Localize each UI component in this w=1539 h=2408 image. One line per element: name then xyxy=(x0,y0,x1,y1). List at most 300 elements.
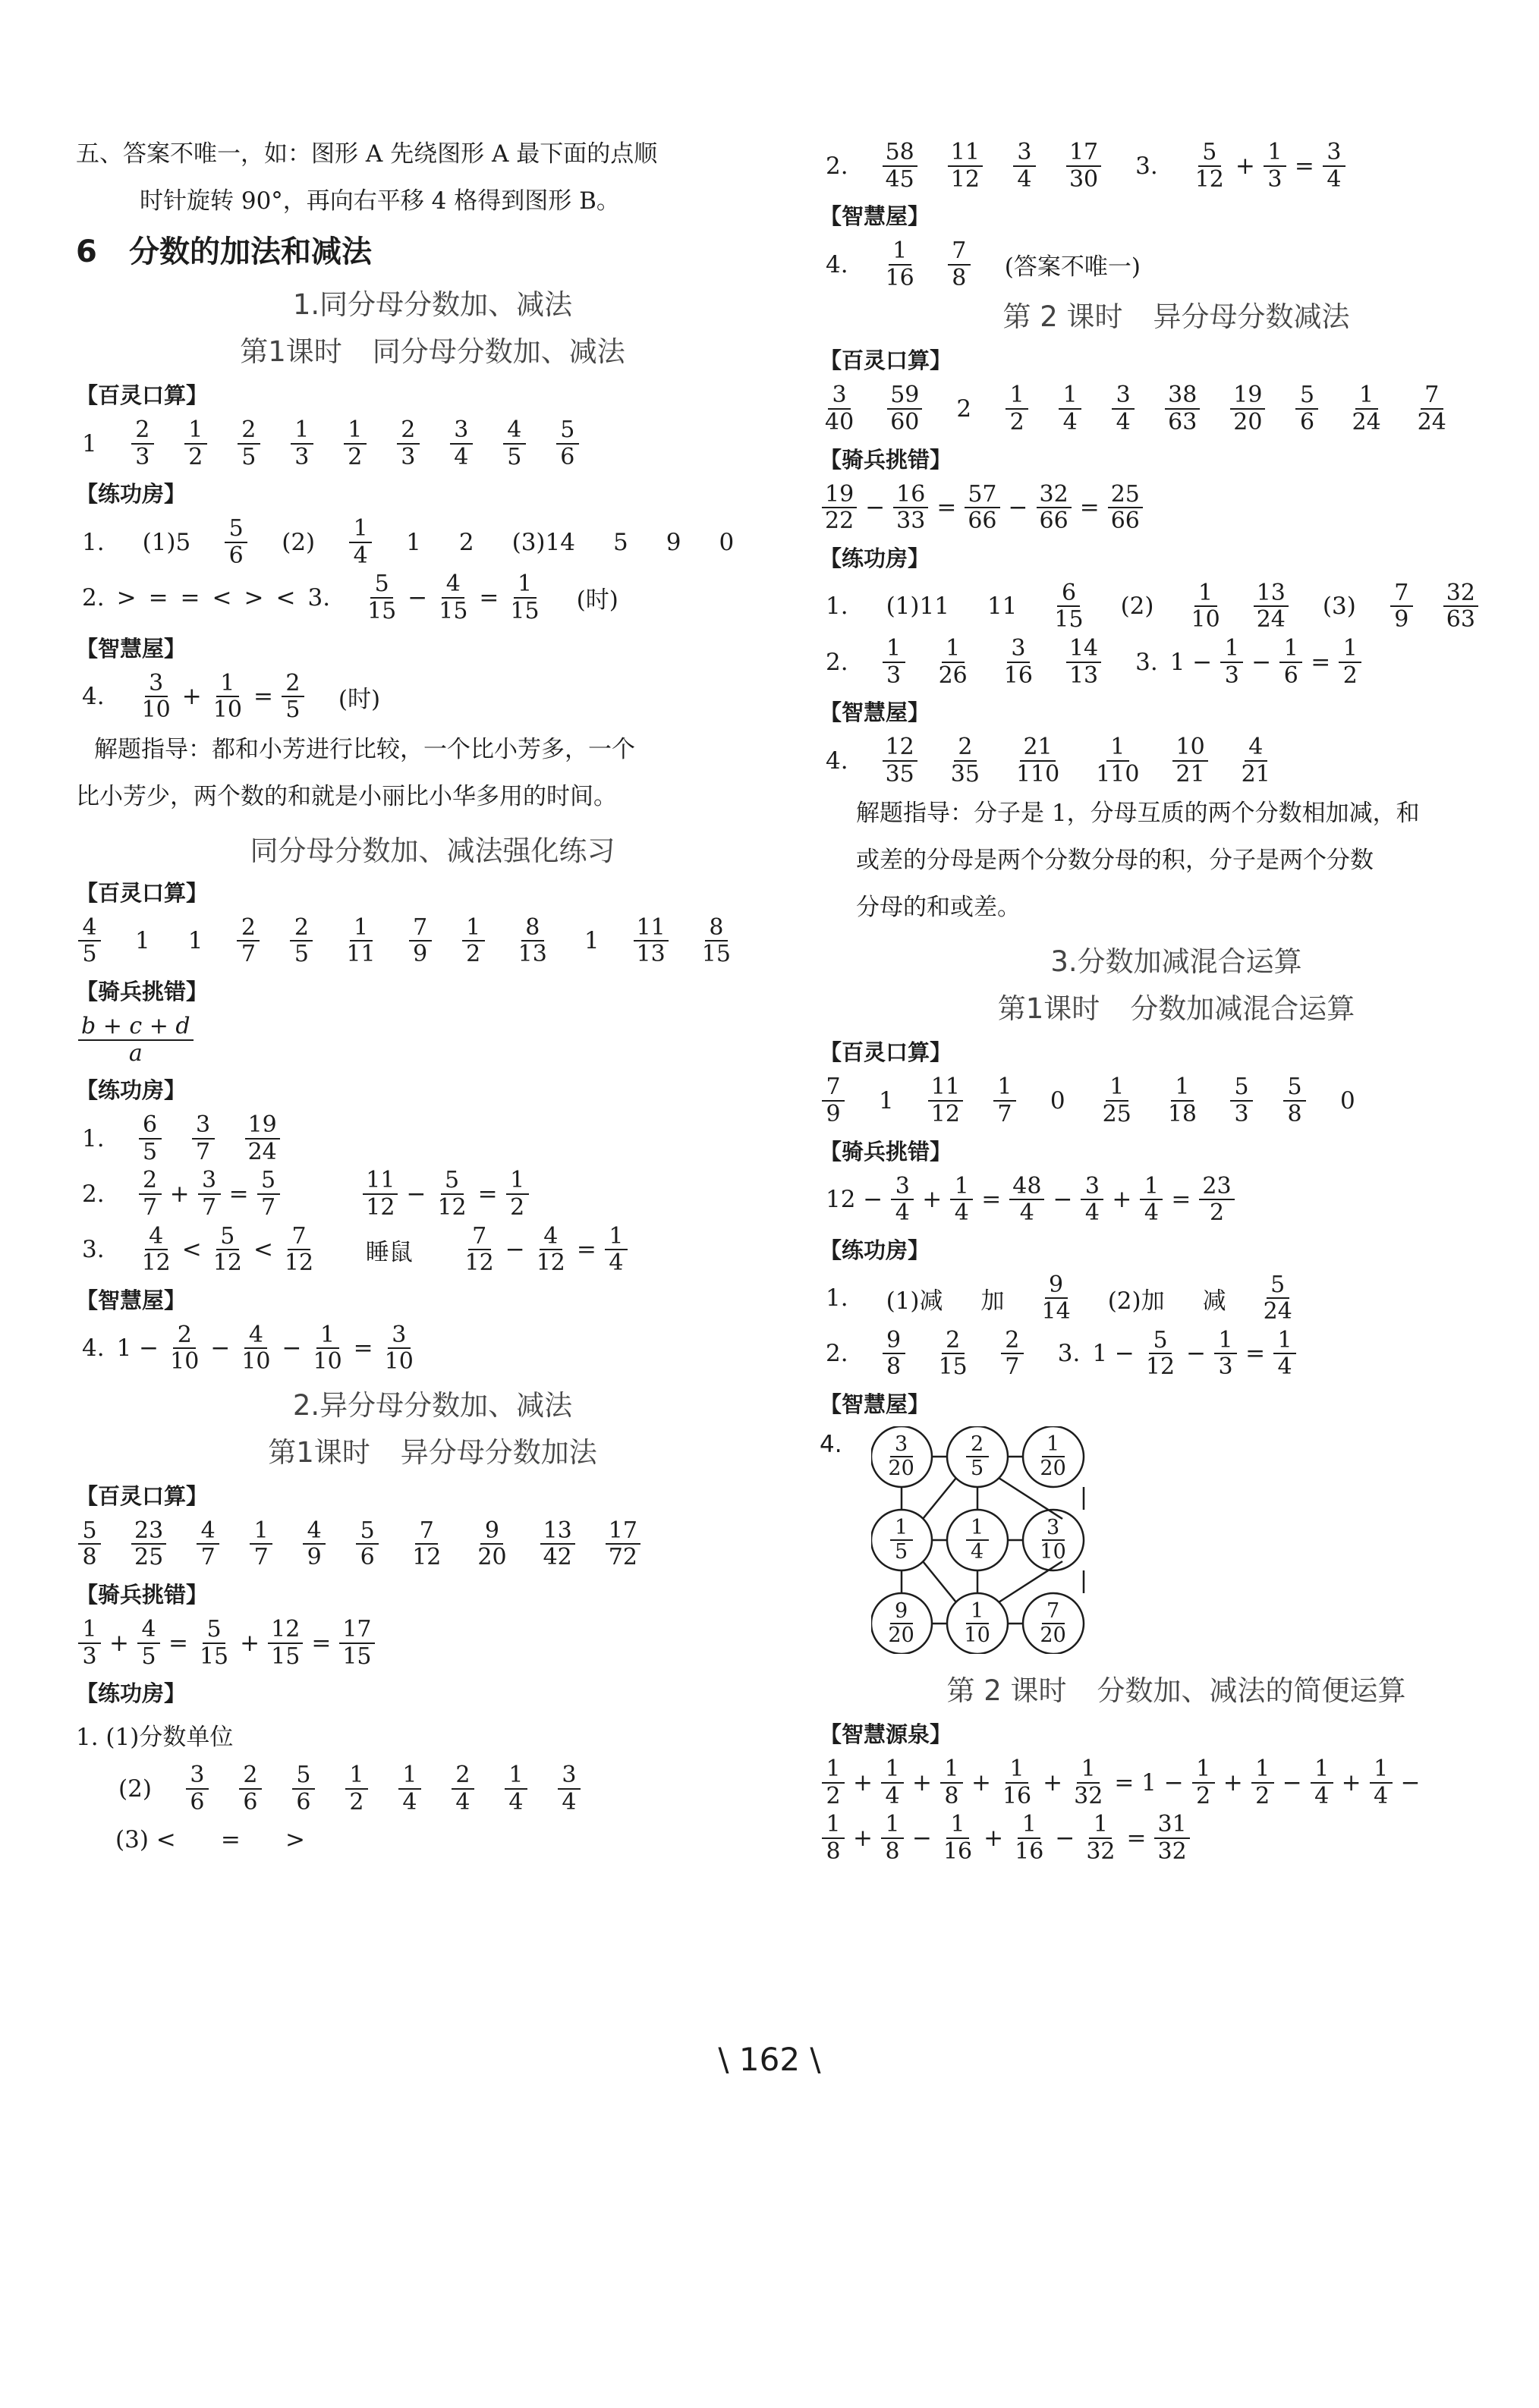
fraction: $\frac{1}{3}$ xyxy=(78,1617,101,1669)
math-item xyxy=(926,1074,965,1127)
math-token: = xyxy=(353,1334,373,1363)
math-row xyxy=(820,636,1533,688)
math-row xyxy=(820,580,1533,633)
math-item xyxy=(631,915,671,967)
fraction: $\frac{9}{14}$ xyxy=(1041,1271,1071,1325)
fraction: $\frac{7}{9}$ xyxy=(822,1074,845,1127)
math-item xyxy=(1228,382,1267,435)
math-row xyxy=(76,516,789,568)
fraction: $\frac{13}{24}$ xyxy=(1254,580,1289,633)
math-token: > xyxy=(116,583,137,611)
fraction: $\frac{1}{7}$ xyxy=(250,1518,272,1570)
math-token: + xyxy=(853,1824,873,1852)
math-row xyxy=(820,1272,1533,1325)
math-item xyxy=(288,417,316,470)
fraction: $\frac{1}{4}$ xyxy=(1059,382,1081,435)
math-token: − xyxy=(408,583,428,611)
fraction: $\frac{7}{24}$ xyxy=(1417,382,1446,435)
fraction: $\frac{31}{32}$ xyxy=(1154,1812,1189,1864)
math-token: 3. xyxy=(1057,1340,1081,1368)
math-token: 1 − xyxy=(1169,648,1213,676)
fraction: $\frac{1}{2}$ xyxy=(1006,382,1028,435)
math-item xyxy=(184,1762,211,1815)
fraction: $\frac{4}{9}$ xyxy=(303,1518,326,1570)
math-token: 减 xyxy=(1202,1287,1226,1315)
fraction: $\frac{2}{10}$ xyxy=(170,1321,200,1375)
math-item xyxy=(347,516,374,568)
fraction: $\frac{12}{15}$ xyxy=(268,1617,303,1669)
math-token: + xyxy=(169,1180,190,1208)
math-token: + xyxy=(1235,152,1255,180)
fraction: $\frac{1}{4}$ xyxy=(966,1517,989,1564)
math-row xyxy=(820,1174,1533,1226)
math-item xyxy=(453,529,480,556)
math-token: 2 xyxy=(458,528,474,556)
math-token: − xyxy=(210,1334,231,1363)
math-token: 4. xyxy=(826,250,848,278)
fraction: $\frac{5}{7}$ xyxy=(257,1168,280,1220)
circle-cell xyxy=(1023,1593,1084,1654)
math-token: = xyxy=(168,1629,188,1657)
circle-cell xyxy=(947,1426,1008,1487)
fraction: $\frac{3}{7}$ xyxy=(192,1112,215,1165)
fraction: $\frac{2}{3}$ xyxy=(131,417,154,470)
fraction: $\frac{13}{42}$ xyxy=(540,1518,575,1570)
label-error: 【骑兵挑错】 xyxy=(820,446,952,473)
fraction: $\frac{1}{10}$ xyxy=(212,669,242,724)
fraction: $\frac{3}{4}$ xyxy=(1081,1174,1103,1226)
math-token: 9 xyxy=(666,528,681,556)
math-token: + xyxy=(181,683,202,711)
fraction: $\frac{3}{4}$ xyxy=(558,1762,581,1815)
fraction: $\frac{2}{4}$ xyxy=(452,1762,474,1815)
section-title: 分数的加法和减法 xyxy=(129,234,372,269)
fraction: $\frac{3}{20}$ xyxy=(888,1432,914,1481)
math-token: (2) xyxy=(282,528,316,556)
fraction: $\frac{1}{8}$ xyxy=(822,1812,845,1864)
lesson1-title xyxy=(76,329,789,369)
math-item xyxy=(76,1518,103,1570)
fraction: $\frac{5}{12}$ xyxy=(1194,139,1224,193)
math-item xyxy=(607,529,634,556)
math-row xyxy=(820,382,1533,435)
label-practice: 【练功房】 xyxy=(76,1077,187,1104)
math-item xyxy=(820,593,854,620)
lesson1-name: 同分母分数加、减法 xyxy=(372,335,625,368)
circle-puzzle xyxy=(871,1426,1129,1654)
fraction: $\frac{1}{3}$ xyxy=(291,417,313,470)
math-item xyxy=(1170,734,1210,787)
math-token xyxy=(314,1180,329,1208)
label-wisdom-spring: 【智慧源泉】 xyxy=(820,1721,952,1748)
math-token: + xyxy=(853,1768,873,1797)
math-item xyxy=(1102,1281,1171,1316)
math-token: (3)14 xyxy=(511,528,575,556)
math-row xyxy=(820,140,1533,192)
math-item xyxy=(538,1518,578,1570)
math-token: − xyxy=(1251,648,1272,676)
math-item xyxy=(301,1518,328,1570)
label-mental: 【百灵口算】 xyxy=(820,1039,952,1066)
math-token: = xyxy=(1126,1824,1147,1852)
math-item xyxy=(76,1236,111,1263)
fraction: $\frac{1}{3}$ xyxy=(1214,1328,1237,1380)
practice-line: 1. (1)分数单位 xyxy=(76,1724,234,1752)
math-token: 加 xyxy=(980,1287,1005,1315)
math-row xyxy=(820,1756,1533,1809)
math-token: 0 xyxy=(719,528,735,556)
math-item xyxy=(697,915,736,967)
math-item xyxy=(603,1518,643,1570)
fraction: $\frac{1}{4}$ xyxy=(1140,1174,1163,1226)
math-item xyxy=(513,915,552,967)
fraction: $\frac{1}{10}$ xyxy=(964,1599,990,1648)
math-token: = 1 − xyxy=(1114,1768,1184,1797)
math-item xyxy=(76,430,103,457)
math-row xyxy=(820,238,1533,291)
fraction: $\frac{4}{5}$ xyxy=(137,1617,160,1669)
math-row xyxy=(76,417,789,470)
math-item xyxy=(448,417,475,470)
fraction: $\frac{9}{20}$ xyxy=(477,1517,507,1571)
fraction: $\frac{14}{13}$ xyxy=(1066,636,1101,688)
label-mental: 【百灵口算】 xyxy=(820,347,952,374)
fraction: $\frac{5}{8}$ xyxy=(1283,1074,1306,1127)
fraction: $\frac{38}{63}$ xyxy=(1165,382,1200,435)
fraction: $\frac{5}{6}$ xyxy=(556,417,579,470)
label-practice: 【练功房】 xyxy=(820,1237,930,1263)
label-practice: 【练功房】 xyxy=(76,481,187,508)
math-token: (2) xyxy=(1120,593,1154,621)
fraction: $\frac{7}{12}$ xyxy=(412,1517,442,1571)
fraction: $\frac{5}{12}$ xyxy=(437,1167,467,1221)
math-row xyxy=(76,1518,789,1570)
math-item xyxy=(222,516,250,568)
math-row xyxy=(76,1322,789,1375)
math-item xyxy=(345,1233,433,1267)
fraction: $\frac{2}{3}$ xyxy=(397,417,420,470)
math-token: (1)11 xyxy=(886,593,949,621)
math-item xyxy=(1228,1074,1255,1127)
fraction: $\frac{23}{2}$ xyxy=(1199,1174,1234,1226)
fraction: $\frac{1}{4}$ xyxy=(1273,1328,1296,1380)
math-item xyxy=(578,927,606,954)
math-token: (答案不唯一) xyxy=(1004,253,1141,281)
math-token: 睡鼠 xyxy=(351,1238,428,1266)
fraction: $\frac{1}{2}$ xyxy=(1192,1756,1215,1809)
fraction: $\frac{4}{7}$ xyxy=(197,1518,219,1570)
math-row xyxy=(76,1224,789,1276)
math-item xyxy=(137,529,197,556)
fraction: $\frac{2}{7}$ xyxy=(237,915,260,967)
math-item xyxy=(713,529,740,556)
math-item xyxy=(1064,636,1103,688)
fraction: $\frac{1}{2}$ xyxy=(506,1168,529,1220)
fraction: $\frac{4}{15}$ xyxy=(439,571,468,624)
math-token: − xyxy=(1008,494,1028,522)
q5-line1: 五、答案不唯一，如：图形 A 先绕图形 A 最下面的点顺 xyxy=(76,140,658,168)
math-item xyxy=(234,915,262,967)
math-item xyxy=(76,1617,377,1669)
fraction: $\frac{1}{3}$ xyxy=(1264,140,1286,192)
label-wisdom: 【智慧屋】 xyxy=(820,1391,930,1418)
fraction: $\frac{1}{24}$ xyxy=(1352,382,1381,435)
math-token: 1. xyxy=(82,1124,105,1152)
fraction: $\frac{b + c + d}{a}$ xyxy=(78,1014,194,1066)
math-item xyxy=(247,1518,275,1570)
math-token: 2 xyxy=(956,395,972,423)
fraction: $\frac{1}{2}$ xyxy=(344,417,367,470)
math-token: 1 xyxy=(82,429,97,457)
math-token: 1 xyxy=(135,927,150,955)
fraction: $\frac{7}{9}$ xyxy=(1390,580,1413,633)
math-item xyxy=(137,1224,319,1276)
circle-puzzle-block xyxy=(820,1426,1533,1654)
fraction: $\frac{1}{2}$ xyxy=(184,417,207,470)
fraction: $\frac{3}{16}$ xyxy=(1003,634,1033,689)
math-token: − xyxy=(1186,1340,1207,1368)
math-token: 2. xyxy=(82,583,105,611)
math-row xyxy=(76,1762,789,1815)
fraction: $\frac{4}{12}$ xyxy=(536,1222,565,1277)
math-token: = xyxy=(477,1180,498,1208)
math-item xyxy=(1334,1087,1361,1114)
fraction: $\frac{32}{66}$ xyxy=(1037,482,1072,534)
math-token: 1 − xyxy=(116,1334,159,1363)
math-item xyxy=(1236,734,1276,787)
math-item xyxy=(1064,140,1103,192)
math-item xyxy=(1163,1074,1202,1127)
math-item xyxy=(999,1328,1026,1380)
math-item xyxy=(950,395,977,423)
math-row xyxy=(76,671,789,723)
fraction: $\frac{4}{10}$ xyxy=(241,1321,271,1375)
math-item xyxy=(820,251,854,278)
math-token: 2. xyxy=(826,648,848,676)
fraction: $\frac{11}{12}$ xyxy=(928,1074,963,1127)
math-item xyxy=(501,417,528,470)
label-practice: 【练功房】 xyxy=(76,1680,187,1707)
fraction: $\frac{1}{4}$ xyxy=(349,516,372,568)
fraction: $\frac{2}{5}$ xyxy=(238,417,260,470)
lesson4-title xyxy=(820,986,1533,1026)
math-item xyxy=(1037,1272,1076,1325)
math-token: (2)加 xyxy=(1107,1287,1165,1315)
fraction: $\frac{6}{15}$ xyxy=(1054,579,1084,633)
math-item xyxy=(1109,382,1137,435)
fraction: $\frac{1}{2}$ xyxy=(345,1762,368,1815)
circle-cell xyxy=(871,1426,932,1487)
circle-cell xyxy=(1023,1426,1084,1487)
math-token: 1. xyxy=(826,1284,848,1312)
fraction: $\frac{1}{6}$ xyxy=(1279,636,1302,688)
math-item xyxy=(472,1518,511,1570)
math-row xyxy=(820,734,1533,787)
left-column xyxy=(76,129,789,1865)
math-item xyxy=(880,636,908,688)
math-row xyxy=(820,1074,1533,1127)
fraction: $\frac{1}{32}$ xyxy=(1074,1756,1103,1809)
math-item xyxy=(660,529,688,556)
math-row xyxy=(76,571,789,624)
math-row xyxy=(820,482,1533,534)
fraction: $\frac{7}{20}$ xyxy=(1040,1599,1066,1648)
math-item xyxy=(1197,1281,1232,1316)
right-column xyxy=(820,137,1533,1867)
math-token: + xyxy=(1043,1768,1063,1797)
unit2-title: 2.异分母分数加、减法 xyxy=(292,1388,573,1422)
math-item xyxy=(820,152,854,180)
math-item xyxy=(1190,140,1348,192)
fraction: $\frac{7}{8}$ xyxy=(948,238,971,291)
math-token: = xyxy=(228,1180,249,1208)
math-token: + xyxy=(240,1629,260,1657)
fraction: $\frac{16}{33}$ xyxy=(893,482,928,534)
math-token: 1 xyxy=(187,927,203,955)
math-token: 3. xyxy=(307,583,331,611)
circle-cell xyxy=(947,1510,1008,1570)
fraction: $\frac{1}{8}$ xyxy=(881,1812,904,1864)
math-item xyxy=(76,683,111,710)
math-item xyxy=(820,747,854,775)
fraction: $\frac{4}{5}$ xyxy=(503,417,526,470)
math-item xyxy=(880,1281,949,1316)
math-item xyxy=(820,1340,854,1367)
fraction: $\frac{8}{15}$ xyxy=(701,913,731,968)
math-item xyxy=(460,1224,630,1276)
math-item xyxy=(341,417,369,470)
math-token: 11 xyxy=(987,593,1018,621)
math-token: 2. xyxy=(82,1180,105,1208)
math-item xyxy=(129,417,156,470)
math-item xyxy=(981,593,1023,620)
label-mental: 【百灵口算】 xyxy=(76,1482,209,1509)
math-item xyxy=(362,571,545,624)
label-practice: 【练功房】 xyxy=(820,545,930,571)
fraction: $\frac{1}{4}$ xyxy=(1370,1756,1393,1809)
fraction: $\frac{19}{20}$ xyxy=(1230,382,1265,435)
math-row xyxy=(76,915,789,967)
math-token: + xyxy=(1341,1768,1361,1797)
lesson2-name: 异分母分数加法 xyxy=(400,1435,597,1469)
lesson5-name: 分数加、减法的简便运算 xyxy=(1097,1674,1406,1708)
fraction: $\frac{1}{15}$ xyxy=(510,571,540,624)
fraction: $\frac{3}{4}$ xyxy=(1013,140,1036,192)
fraction: $\frac{1}{4}$ xyxy=(398,1762,421,1815)
math-token: − xyxy=(505,1236,525,1264)
math-token: − xyxy=(1282,1768,1302,1797)
math-row xyxy=(820,1812,1533,1864)
math-item xyxy=(1293,382,1320,435)
math-item xyxy=(571,580,625,615)
question-number: 4. xyxy=(820,1431,842,1459)
math-item xyxy=(1044,1087,1072,1114)
fraction: $\frac{3}{40}$ xyxy=(825,382,854,435)
math-token: 1. xyxy=(826,593,848,621)
fraction: $\frac{1}{16}$ xyxy=(885,237,914,291)
fraction: $\frac{3}{4}$ xyxy=(891,1174,914,1226)
practice-title: 同分母分数加、减法强化练习 xyxy=(250,834,615,867)
math-token: (1)5 xyxy=(142,528,191,556)
fraction: $\frac{3}{10}$ xyxy=(1040,1515,1066,1564)
fraction: $\frac{9}{20}$ xyxy=(888,1599,914,1648)
math-item xyxy=(1129,152,1164,180)
math-token: + xyxy=(911,1768,932,1797)
math-item xyxy=(76,529,111,556)
math-item xyxy=(1412,382,1452,435)
math-token: + xyxy=(1112,1186,1132,1214)
math-item xyxy=(288,915,315,967)
label-error: 【骑兵挑错】 xyxy=(76,1582,209,1608)
math-token: = xyxy=(479,583,499,611)
math-item xyxy=(407,1518,446,1570)
math-item xyxy=(991,1074,1018,1127)
math-token: > xyxy=(244,583,264,611)
math-token: = xyxy=(576,1236,596,1264)
fraction: $\frac{1}{2}$ xyxy=(462,915,485,967)
math-item xyxy=(308,1180,335,1208)
math-token: 2. xyxy=(826,152,848,180)
math-token: < xyxy=(253,1236,273,1264)
math-item xyxy=(1049,580,1088,633)
fraction: $\frac{5}{3}$ xyxy=(1230,1074,1253,1127)
fraction: $\frac{1}{3}$ xyxy=(1220,636,1243,688)
math-item xyxy=(502,1762,530,1815)
math-item xyxy=(400,529,427,556)
math-item xyxy=(999,636,1038,688)
math-item xyxy=(449,1762,477,1815)
label-mental: 【百灵口算】 xyxy=(76,382,209,408)
math-item xyxy=(880,140,920,192)
math-token: 2. xyxy=(826,1340,848,1368)
math-token: = xyxy=(981,1186,1002,1214)
fraction: $\frac{1}{18}$ xyxy=(1167,1074,1198,1127)
fraction: $\frac{59}{60}$ xyxy=(887,382,922,435)
math-item xyxy=(137,1168,282,1220)
fraction: $\frac{7}{9}$ xyxy=(409,915,432,967)
math-token: < xyxy=(181,1236,202,1264)
fraction: $\frac{11}{13}$ xyxy=(634,915,669,967)
fraction: $\frac{1}{110}$ xyxy=(1096,734,1140,787)
math-token: = xyxy=(1294,152,1314,180)
math-item xyxy=(76,1322,419,1375)
math-token: 0 xyxy=(1050,1086,1065,1114)
fraction: $\frac{1}{16}$ xyxy=(1015,1811,1044,1865)
math-token: + xyxy=(1223,1768,1243,1797)
lesson4-name: 分数加减混合运算 xyxy=(1130,992,1355,1026)
fraction: $\frac{3}{4}$ xyxy=(450,417,473,470)
error-answer xyxy=(76,1014,789,1066)
fraction: $\frac{1}{10}$ xyxy=(313,1321,342,1375)
math-token: 1 xyxy=(584,927,600,955)
label-error: 【骑兵挑错】 xyxy=(820,1138,952,1165)
label-error: 【骑兵挑错】 xyxy=(76,978,209,1004)
math-item xyxy=(933,636,973,688)
math-item xyxy=(1091,734,1144,787)
math-token: (3) xyxy=(1322,593,1356,621)
fraction: $\frac{12}{35}$ xyxy=(883,734,917,787)
math-token: 3. xyxy=(1135,648,1158,676)
fraction: $\frac{1}{16}$ xyxy=(943,1811,973,1865)
math-item xyxy=(820,482,1145,534)
math-token: − xyxy=(1400,1768,1421,1797)
math-token: (2) xyxy=(118,1775,152,1803)
math-token: 4. xyxy=(82,1334,105,1363)
fraction: $\frac{3}{7}$ xyxy=(198,1168,221,1220)
fraction: $\frac{7}{12}$ xyxy=(284,1222,314,1277)
fraction: $\frac{5}{24}$ xyxy=(1263,1271,1292,1325)
fraction: $\frac{11}{12}$ xyxy=(948,140,983,192)
